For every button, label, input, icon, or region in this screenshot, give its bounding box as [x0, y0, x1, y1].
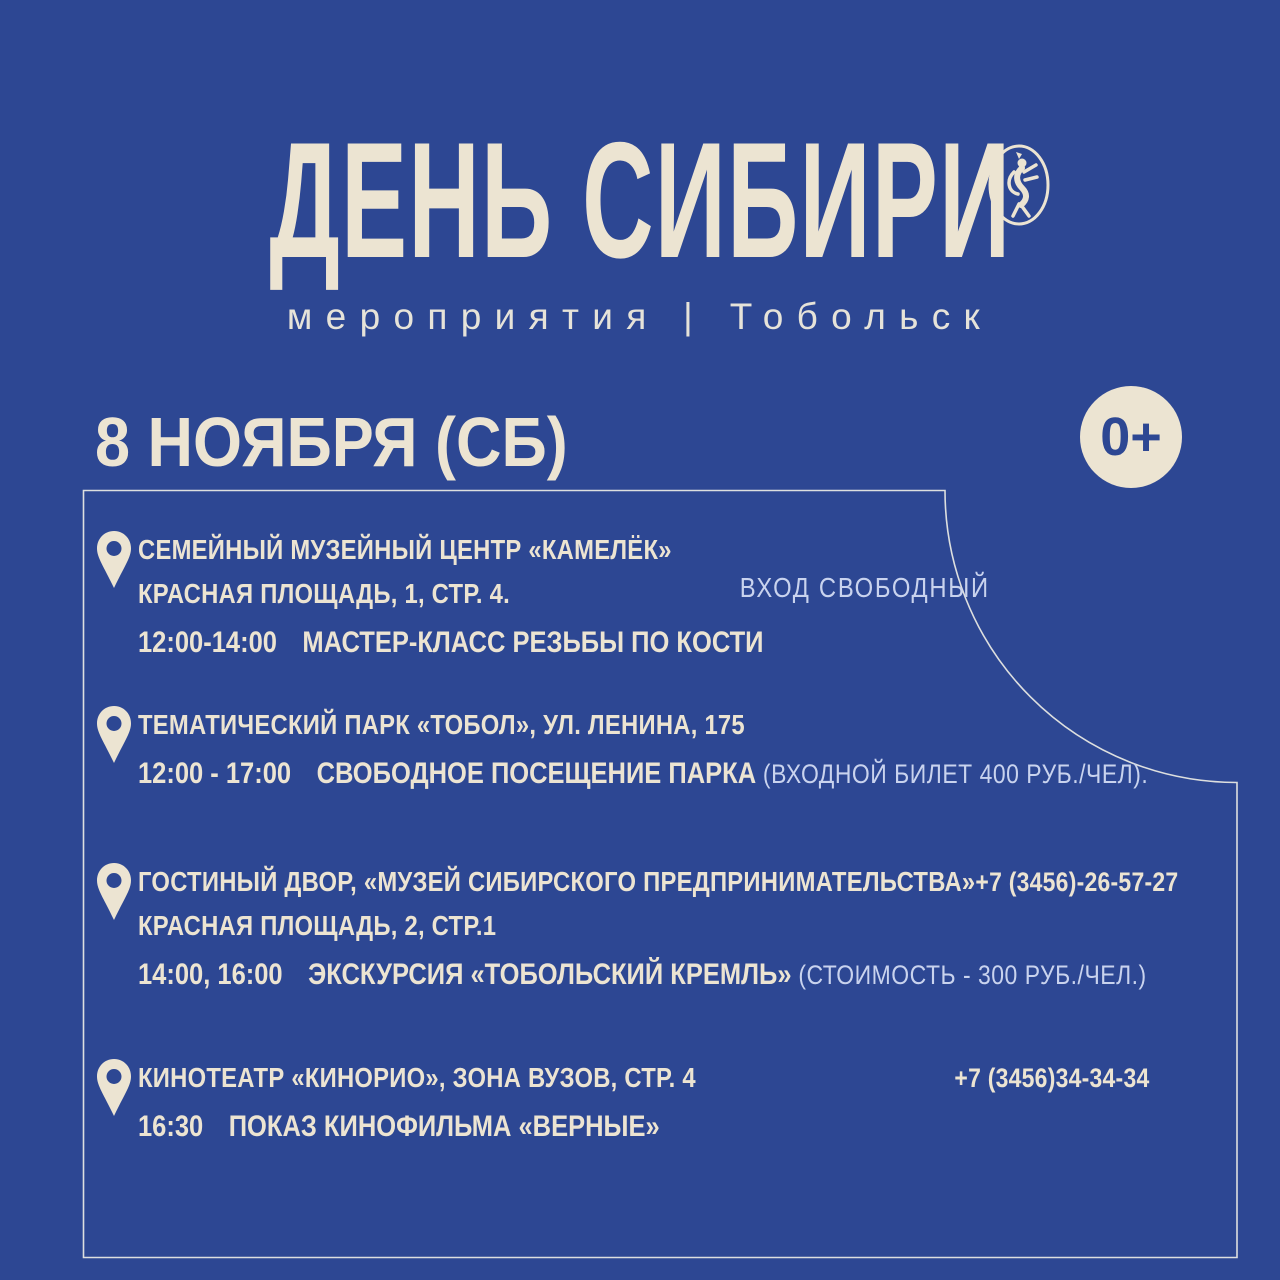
event-activity: СВОБОДНОЕ ПОСЕЩЕНИЕ ПАРКА [316, 757, 757, 790]
location-pin-icon [95, 705, 133, 772]
event-time: 16:30 [138, 1110, 204, 1143]
venue-address: КРАСНАЯ ПЛОЩАДЬ, 2, СТР.1 [138, 910, 497, 941]
event-item [95, 860, 1280, 998]
schedule-line [138, 751, 1150, 797]
schedule-line [138, 620, 1150, 666]
venue-name: ГОСТИНЫЙ ДВОР, «МУЗЕЙ СИБИРСКОГО ПРЕДПРИНИМАТЕЛЬСТВА» [138, 866, 976, 897]
subtitle: мероприятия | Тобольск [286, 296, 994, 337]
admission-note: ВХОД СВОБОДНЫЙ [739, 572, 990, 603]
price-note: (ВХОДНОЙ БИЛЕТ 400 РУБ./ЧЕЛ). [762, 759, 1149, 789]
venue-name: КИНОТЕАТР «КИНОРИО», ЗОНА ВУЗОВ, СТР. 4 [138, 1062, 696, 1093]
event-activity: МАСТЕР-КЛАСС РЕЗЬБЫ ПО КОСТИ [302, 626, 764, 659]
event-time: 12:00 - 17:00 [138, 757, 292, 790]
event-item [95, 1056, 1280, 1150]
schedule-line [138, 952, 1150, 998]
location-pin-icon [95, 862, 133, 929]
age-rating-badge: 0+ [1080, 386, 1182, 488]
phone-number: +7 (3456)-26-57-27 [975, 867, 1179, 897]
page-title: ДЕНЬ СИБИРИ [268, 108, 1012, 292]
date-heading: 8 НОЯБРЯ (СБ) [95, 403, 568, 481]
event-time: 12:00-14:00 [138, 626, 277, 659]
event-activity: ЭКСКУРСИЯ «ТОБОЛЬСКИЙ КРЕМЛЬ» [308, 958, 792, 991]
price-note: (СТОИМОСТЬ - 300 РУБ./ЧЕЛ.) [798, 960, 1147, 990]
schedule-line [138, 1104, 1150, 1150]
location-pin-icon [95, 530, 133, 597]
event-activity: ПОКАЗ КИНОФИЛЬМА «ВЕРНЫЕ» [228, 1110, 660, 1143]
event-item [95, 703, 1280, 797]
location-pin-icon [95, 1058, 133, 1125]
venue-name: ТЕМАТИЧЕСКИЙ ПАРК «ТОБОЛ», УЛ. ЛЕНИНА, 175 [138, 709, 745, 740]
phone-number: +7 (3456)34-34-34 [954, 1063, 1150, 1093]
event-time: 14:00, 16:00 [138, 958, 283, 991]
event-item [95, 528, 1280, 666]
venue-name: СЕМЕЙНЫЙ МУЗЕЙНЫЙ ЦЕНТР «КАМЕЛЁК» [138, 534, 672, 565]
venue-address: КРАСНАЯ ПЛОЩАДЬ, 1, СТР. 4. [138, 578, 510, 609]
